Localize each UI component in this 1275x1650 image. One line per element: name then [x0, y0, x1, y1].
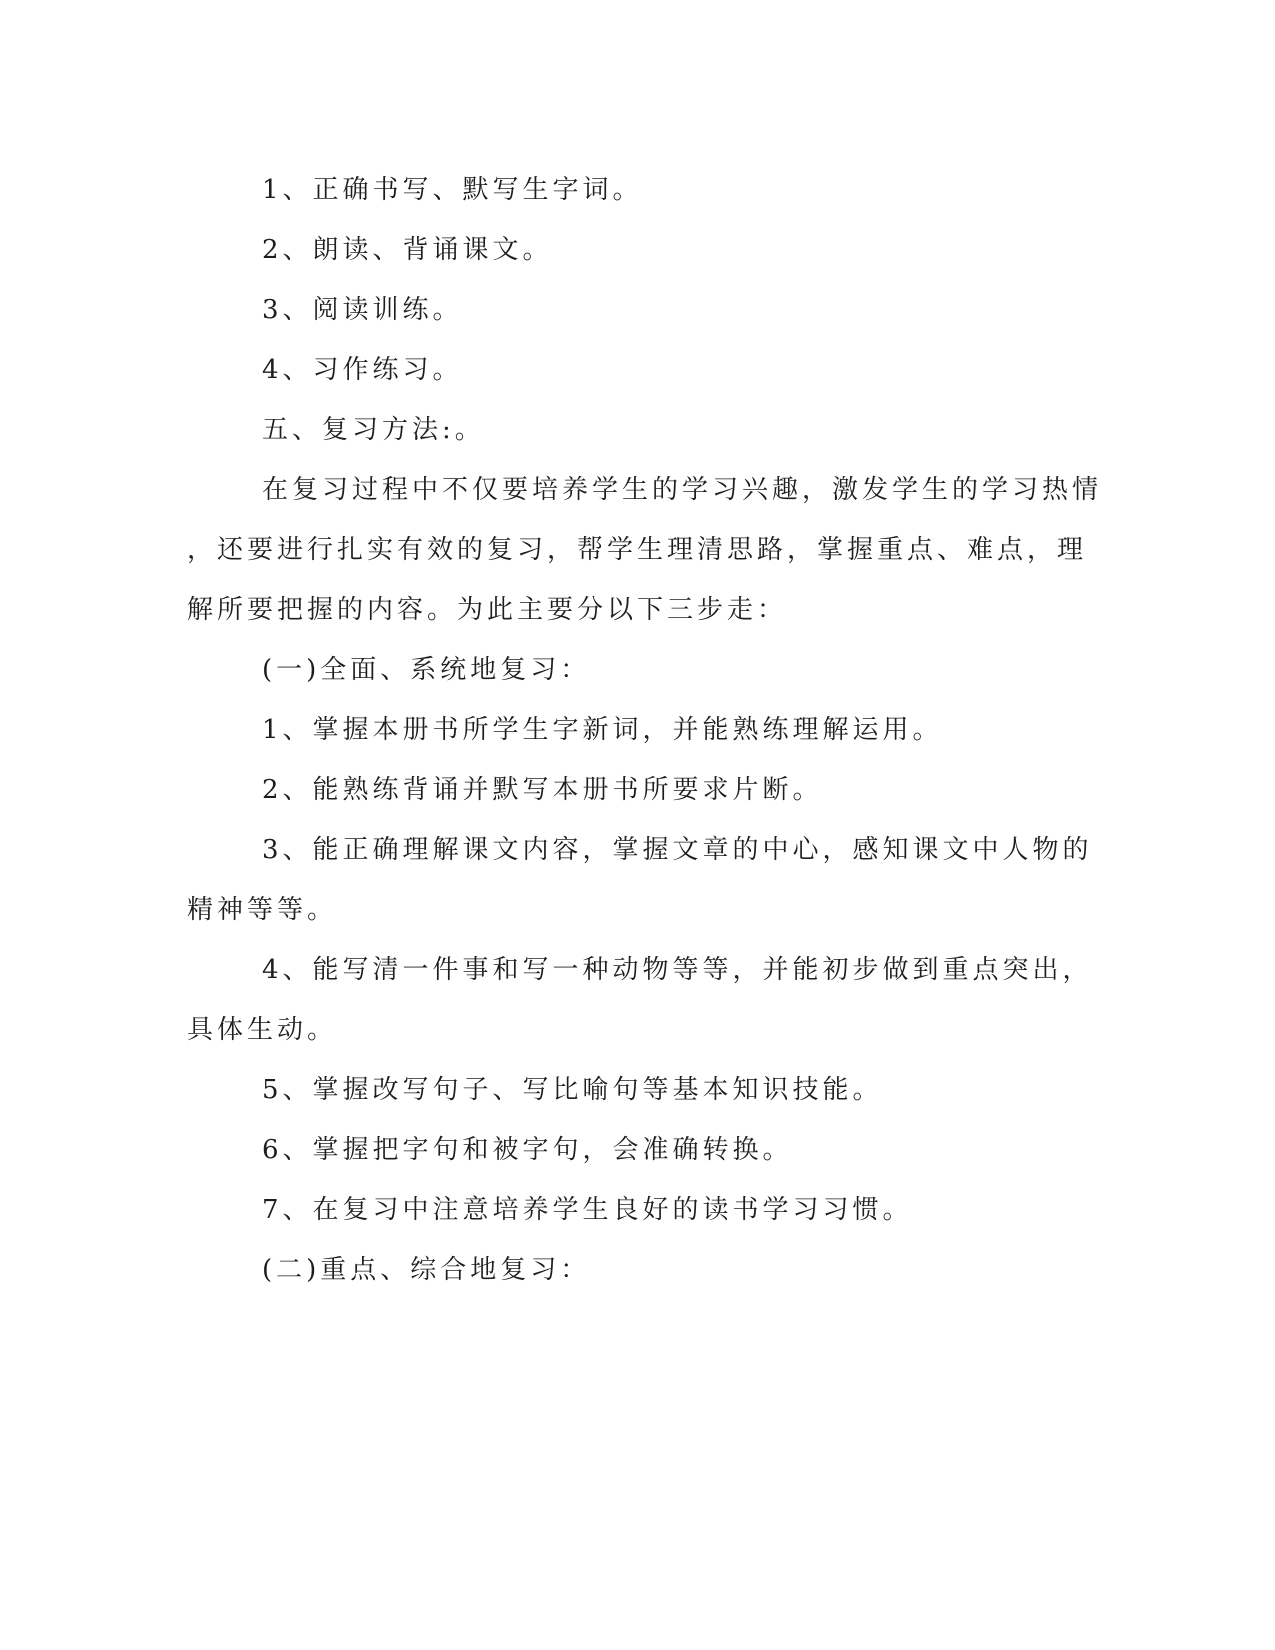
- paragraph-line: 3、能正确理解课文内容，掌握文章的中心，感知课文中人物的: [262, 835, 1093, 865]
- paragraph-line: 1、掌握本册书所学生字新词，并能熟练理解运用。: [262, 715, 943, 745]
- list-item: [187, 760, 1067, 820]
- list-item: [187, 340, 1067, 400]
- list-item: [187, 220, 1067, 280]
- list-item: [187, 1060, 1067, 1120]
- list-item: [187, 940, 1093, 1060]
- list-item: [187, 160, 1067, 220]
- paragraph-line: 五、复习方法:。: [262, 415, 485, 445]
- section-heading: [187, 1240, 1067, 1300]
- paragraph-line: 3、阅读训练。: [262, 295, 463, 325]
- paragraph-line: 6、掌握把字句和被字句，会准确转换。: [262, 1135, 793, 1165]
- paragraph-line: 精神等等。: [187, 895, 338, 925]
- paragraph-line: 解所要把握的内容。为此主要分以下三步走：: [187, 595, 788, 625]
- paragraph-line: 1、正确书写、默写生字词。: [262, 175, 643, 205]
- list-item: [187, 280, 1067, 340]
- section-heading: [187, 400, 1067, 460]
- list-item: [187, 1120, 1067, 1180]
- list-item: [187, 700, 1067, 760]
- paragraph-line: (二)重点、综合地复习：: [262, 1255, 591, 1285]
- paragraph-line: 2、能熟练背诵并默写本册书所要求片断。: [262, 775, 823, 805]
- body-paragraph: [187, 460, 1103, 640]
- paragraph-line: 具体生动。: [187, 1015, 338, 1045]
- paragraph-line: (一)全面、系统地复习：: [262, 655, 591, 685]
- paragraph-line: 5、掌握改写句子、写比喻句等基本知识技能。: [262, 1075, 883, 1105]
- paragraph-line: ，还要进行扎实有效的复习，帮学生理清思路，掌握重点、难点，理: [187, 535, 1088, 565]
- list-item: [187, 1180, 1067, 1240]
- paragraph-line: 4、习作练习。: [262, 355, 463, 385]
- paragraph-line: 在复习过程中不仅要培养学生的学习兴趣，激发学生的学习热情: [262, 475, 1103, 505]
- paragraph-line: 4、能写清一件事和写一种动物等等，并能初步做到重点突出，: [262, 955, 1093, 985]
- paragraph-line: 7、在复习中注意培养学生良好的读书学习习惯。: [262, 1195, 913, 1225]
- paragraph-line: 2、朗读、背诵课文。: [262, 235, 553, 265]
- list-item: [187, 820, 1093, 940]
- section-heading: [187, 640, 1067, 700]
- document-body: [187, 160, 1103, 1300]
